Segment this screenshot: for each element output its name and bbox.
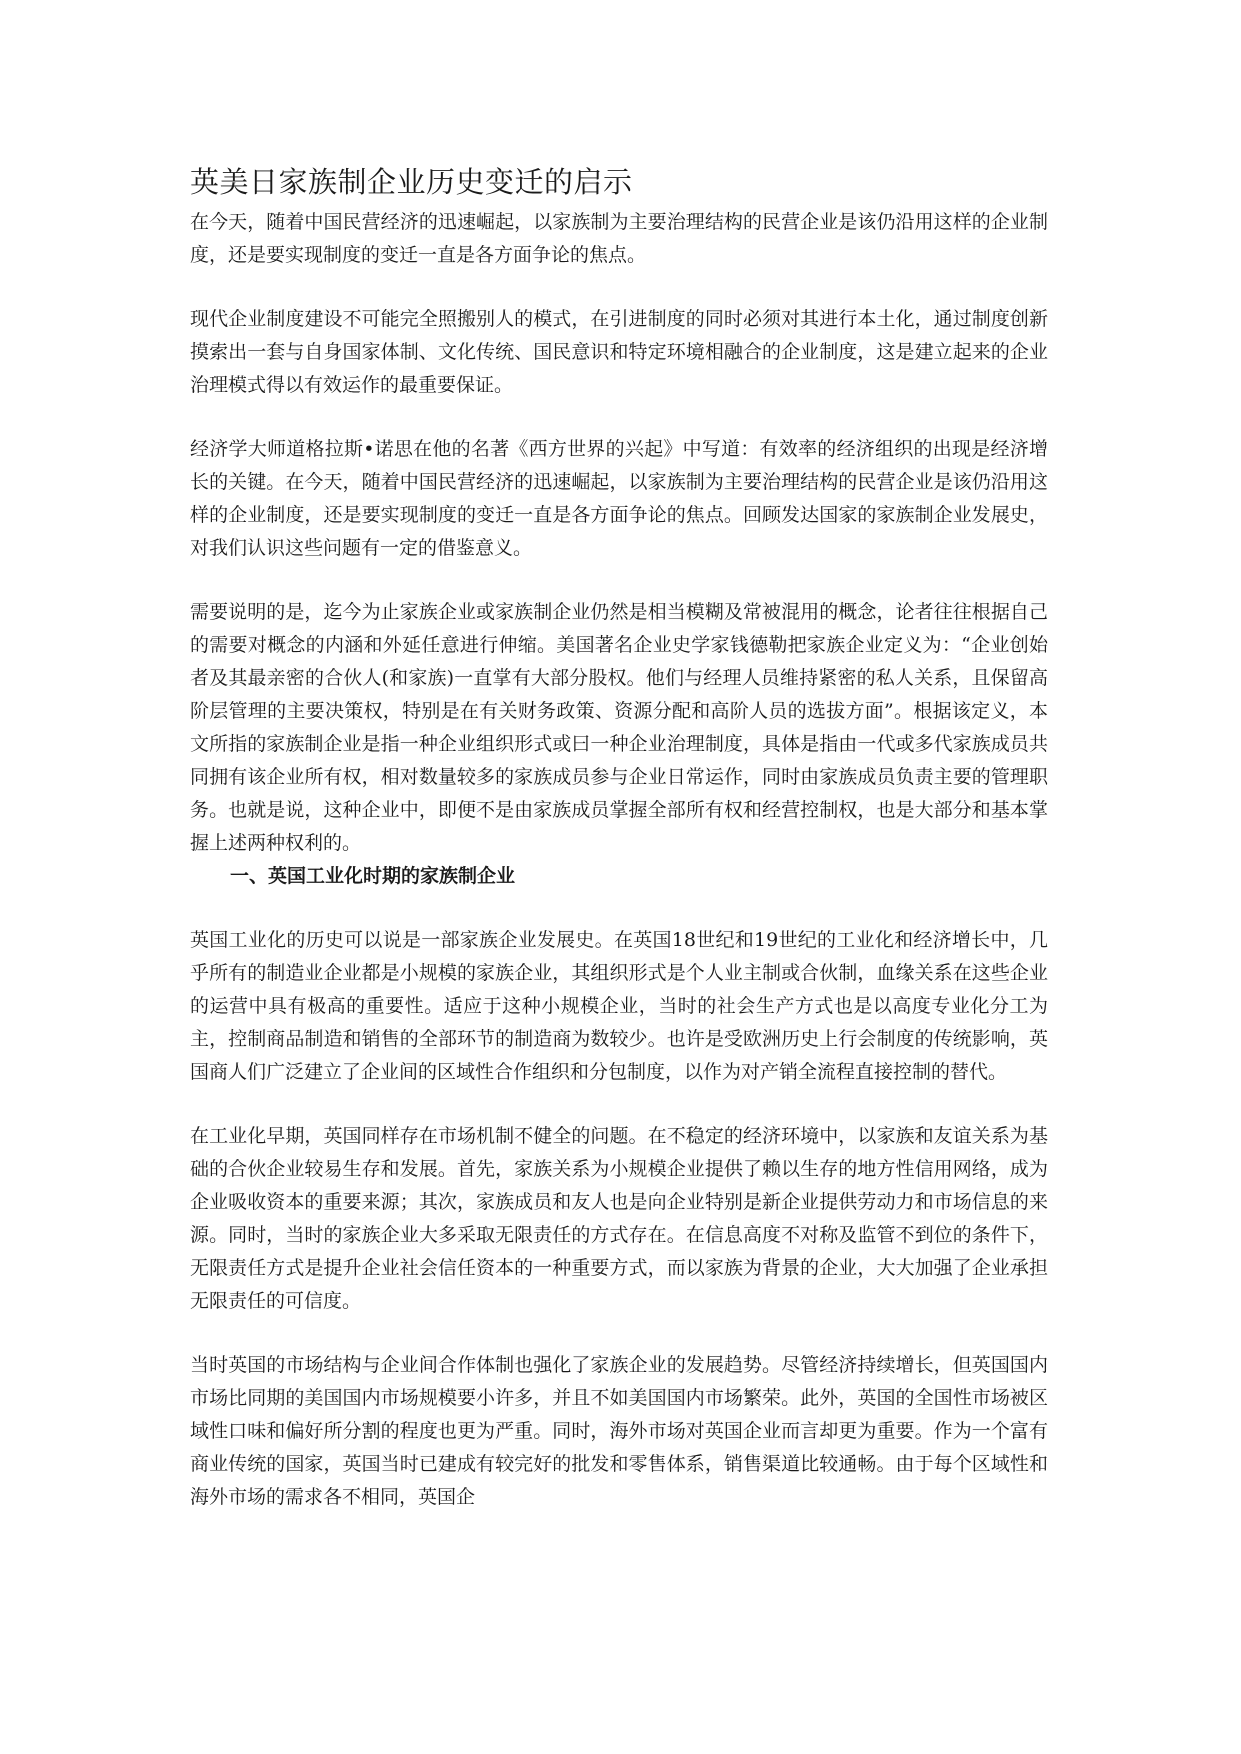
paragraph-modern-enterprise: 现代企业制度建设不可能完全照搬别人的模式，在引进制度的同时必须对其进行本土化，通过制度创新摸索出一套与自身国家体制、文化传统、国民意识和特定环境相融合的企业制度，这是建立起来的企业治理模式得以有效运作的最重要保证。 (190, 308, 1048, 396)
document-page (190, 160, 1048, 1545)
paragraph-intro: 在今天，随着中国民营经济的迅速崛起，以家族制为主要治理结构的民营企业是该仍沿用这样的企业制度，还是要实现制度的变迁一直是各方面争论的焦点。 (190, 211, 1048, 266)
document-title: 英美日家族制企业历史变迁的启示 (190, 165, 633, 199)
paragraph-britain-history: 英国工业化的历史可以说是一部家族企业发展史。在英国18世纪和19世纪的工业化和经济增长中，几乎所有的制造业企业都是小规模的家族企业，其组织形式是个人业主制或合伙制，血缘关系在这些企业的运营中具有极高的重要性。适应于这种小规模企业，当时的社会生产方式也是以高度专业化分工为主，控制商品制造和销售的全部环节的制造商为数较少。也许是受欧洲历史上行会制度的传统影响，英国商人们广泛建立了企业间的区域性合作组织和分包制度，以作为对产销全流程直接控制的替代。 (190, 929, 1048, 1083)
paragraph-definition: 需要说明的是，迄今为止家族企业或家族制企业仍然是相当模糊及常被混用的概念，论者往往根据自己的需要对概念的内涵和外延任意进行伸缩。美国著名企业史学家钱德勒把家族企业定义为：“企业创始者及其最亲密的合伙人(和家族)一直掌有大部分股权。他们与经理人员维持紧密的私人关系，且保留高阶层管理的主要决策权，特别是在有关财务政策、资源分配和高阶人员的选拔方面”。根据该定义，本文所指的家族制企业是指一种企业组织形式或曰一种企业治理制度，具体是指由一代或多代家族成员共同拥有该企业所有权，相对数量较多的家族成员参与企业日常运作，同时由家族成员负责主要的管理职务。也就是说，这种企业中，即便不是由家族成员掌握全部所有权和经营控制权，也是大部分和基本掌握上述两种权利的。 (190, 601, 1048, 854)
paragraph-market-structure: 当时英国的市场结构与企业间合作体制也强化了家族企业的发展趋势。尽管经济持续增长，但英国国内市场比同期的美国国内市场规模要小许多，并且不如美国国内市场繁荣。此外，英国的全国性市场被区域性口味和偏好所分割的程度也更为严重。同时，海外市场对英国企业而言却更为重要。作为一个富有商业传统的国家，英国当时已建成有较完好的批发和零售体系，销售渠道比较通畅。由于每个区域性和海外市场的需求各不相同，英国企 (190, 1354, 1048, 1508)
section-heading-britain: 一、英国工业化时期的家族制企业 (230, 865, 516, 887)
paragraph-north-quote: 经济学大师道格拉斯•诺思在他的名著《西方世界的兴起》中写道：有效率的经济组织的出现是经济增长的关键。在今天，随着中国民营经济的迅速崛起，以家族制为主要治理结构的民营企业是该仍沿用这样的企业制度，还是要实现制度的变迁一直是各方面争论的焦点。回顾发达国家的家族制企业发展史，对我们认识这些问题有一定的借鉴意义。 (190, 438, 1048, 559)
paragraph-early-industrialization: 在工业化早期，英国同样存在市场机制不健全的问题。在不稳定的经济环境中，以家族和友谊关系为基础的合伙企业较易生存和发展。首先，家族关系为小规模企业提供了赖以生存的地方性信用网络，成为企业吸收资本的重要来源；其次，家族成员和友人也是向企业特别是新企业提供劳动力和市场信息的来源。同时，当时的家族企业大多采取无限责任的方式存在。在信息高度不对称及监管不到位的条件下，无限责任方式是提升企业社会信任资本的一种重要方式，而以家族为背景的企业，大大加强了企业承担无限责任的可信度。 (190, 1125, 1048, 1312)
